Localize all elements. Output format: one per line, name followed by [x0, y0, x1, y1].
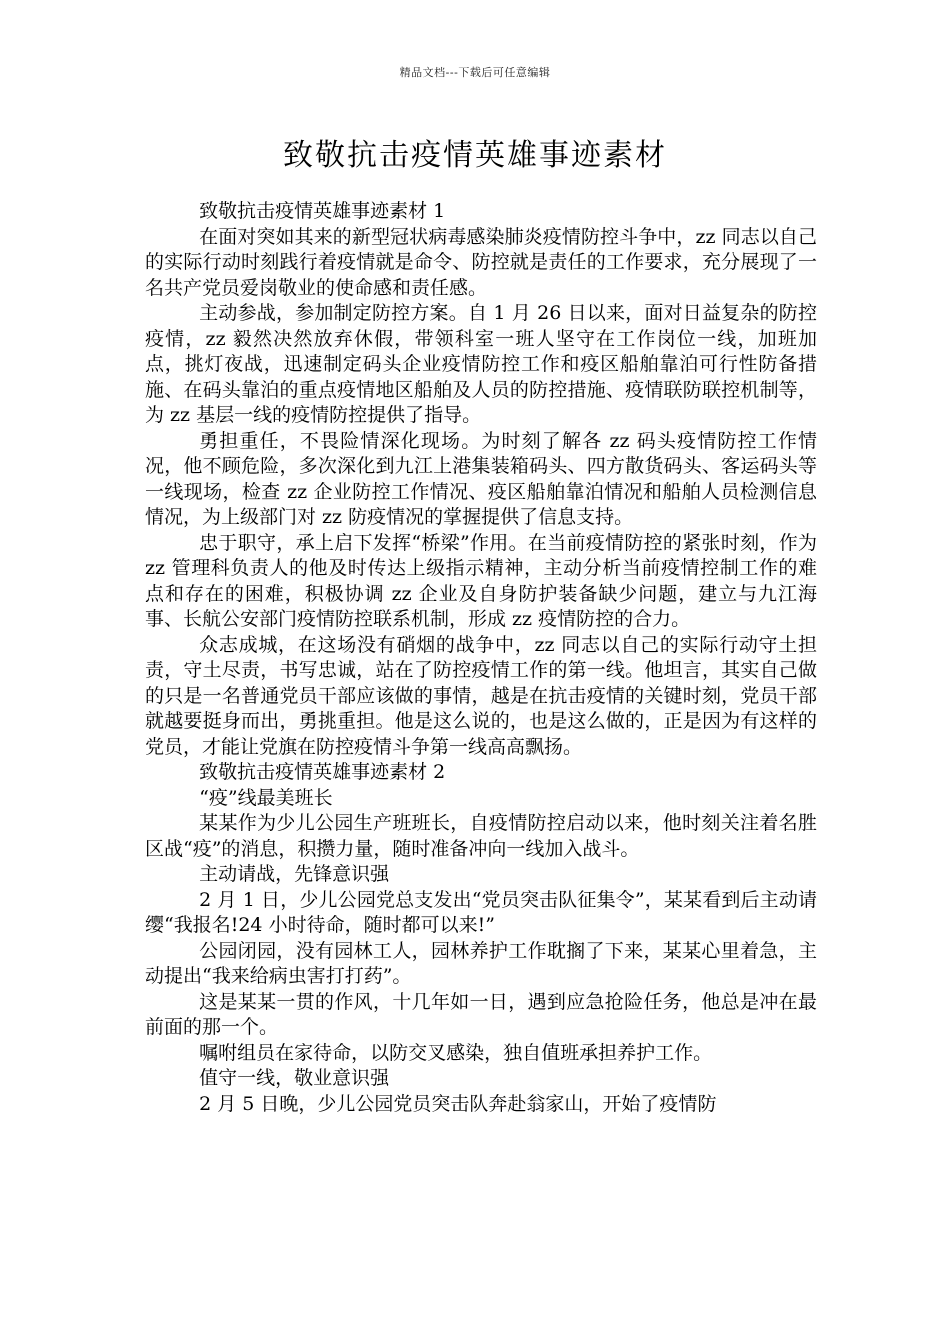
paragraph-8: “疫”线最美班长 [199, 786, 333, 809]
paragraph-7: 致敬抗击疫情英雄事迹素材 2 [199, 761, 446, 783]
paragraph-3: 主动参战，参加制定防控方案。自 1 月 26 日以来，面对日益复杂的防控疫情，zz 毅然决然放弃休假，带领科室一班人坚守在工作岗位一线，加班加点，挑灯夜战，迅速制定码头企业疫情防控工作和疫区船舶靠泊可行性防备措施、在码头靠泊的重点疫情地区船舶及人员的防控措施、疫情联防联控机制等，为 zz 基层一线的疫情防控提供了指导。 [145, 302, 817, 426]
paragraph-5: 忠于职守，承上启下发挥“桥梁”作用。在当前疫情防控的紧张时刻，作为 zz 管理科负责人的他及时传达上级指示精神，主动分析当前疫情控制工作的难点和存在的困难，积极协调 zz 企业及自身防护装备缺少问题，建立与九江海事、长航公安部门疫情防控联系机制，形成 zz 疫情防控的合力。 [145, 531, 817, 630]
page-header: 精品文档---下载后可任意编辑 [399, 66, 551, 79]
paragraph-11: 2 月 1 日，少儿公园党总支发出“党员突击队征集令”，某某看到后主动请缨“我报名!24 小时待命，随时都可以来!” [145, 888, 817, 936]
paragraph-1: 致敬抗击疫情英雄事迹素材 1 [199, 200, 446, 222]
paragraph-10: 主动请战，先锋意识强 [199, 863, 390, 885]
paragraph-12: 公园闭园，没有园林工人，园林养护工作耽搁了下来，某某心里着急，主动提出“我来给病虫害打打药”。 [145, 939, 817, 987]
paragraph-4: 勇担重任，不畏险情深化现场。为时刻了解各 zz 码头疫情防控工作情况，他不顾危险，多次深化到九江上港集装箱码头、四方散货码头、客运码头等一线现场，检查 zz 企业防控工作情况、疫区船舶靠泊情况和船舶人员检测信息情况，为上级部门对 zz 防疫情况的掌握提供了信息支持。 [145, 429, 817, 528]
paragraph-2: 在面对突如其来的新型冠状病毒感染肺炎疫情防控斗争中，zz 同志以自己的实际行动时刻践行着疫情就是命令、防控就是责任的工作要求，充分展现了一名共产党员爱岗敬业的使命感和责任感。 [145, 225, 817, 299]
paragraph-13: 这是某某一贯的作风，十几年如一日，遇到应急抢险任务，他总是冲在最前面的那一个。 [145, 990, 817, 1038]
document-body [145, 199, 817, 1117]
paragraph-9: 某某作为少儿公园生产班班长，自疫情防控启动以来，他时刻关注着名胜区战“疫”的消息，积攒力量，随时准备冲向一线加入战斗。 [145, 812, 817, 860]
paragraph-15: 值守一线，敬业意识强 [199, 1067, 390, 1089]
paragraph-16: 2 月 5 日晚，少儿公园党员突击队奔赴翁家山，开始了疫情防 [199, 1092, 717, 1115]
paragraph-6: 众志成城，在这场没有硝烟的战争中，zz 同志以自己的实际行动守土担责，守土尽责，书写忠诚，站在了防控疫情工作的第一线。他坦言，其实自己做的只是一名普通党员干部应该做的事情，越是在抗击疫情的关键时刻，党员干部就越要挺身而出，勇挑重担。他是这么说的，也是这么做的，正是因为有这样的党员，才能让党旗在防控疫情斗争第一线高高飘扬。 [145, 633, 817, 758]
paragraph-14: 嘱咐组员在家待命，以防交叉感染，独自值班承担养护工作。 [199, 1041, 713, 1064]
document-title: 致敬抗击疫情英雄事迹素材 [283, 138, 667, 173]
